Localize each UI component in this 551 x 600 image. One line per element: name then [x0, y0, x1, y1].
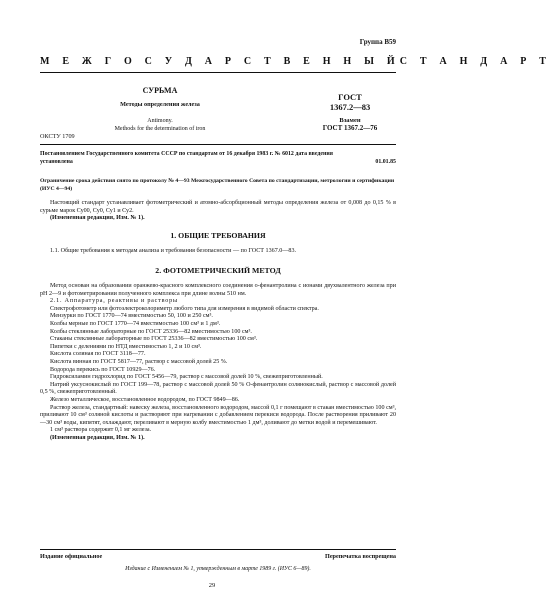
list-item: Гидроксиламин гидрохлорид по ГОСТ 5456—79, раствор с массовой долей 10 %, свежеприготовленный. [50, 374, 323, 381]
title-en-line1: Antimony. [147, 118, 173, 124]
decree-line1: Постановлением Государственного комитета СССР по стандартам от 16 декабря 1983 г. № 6012 дата введения [40, 151, 333, 157]
section2-body [40, 283, 396, 442]
limit-removed-note: Ограничение срока действия снято по протоколу № 4—93 Межгосударственного Совета по стандартизации, метрологии и сертификации (ИУС 4—94) [40, 178, 395, 192]
section1-heading: 1. ОБЩИЕ ТРЕБОВАНИЯ [170, 231, 266, 240]
gost-number: 1367.2—83 [329, 102, 371, 112]
decree-line2-row [40, 159, 396, 167]
list-item: Колбы стеклянные лабораторные по ГОСТ 25336—82 вместимостью 100 см³. [50, 328, 252, 335]
issue-note: Издание с Изменением № 1, утвержденным в марте 1989 г. (ИУС 6—89). [125, 566, 311, 572]
decree-line2: установлена [40, 158, 73, 165]
group-label: Группа В59 [359, 38, 396, 46]
list-item: Железо металлическое, восстановленное водородом, по ГОСТ 9849—86. [50, 396, 240, 403]
replaced-gost: ГОСТ 1367.2—76 [322, 124, 378, 132]
title-en-line2: Methods for the determination of iron [114, 126, 206, 132]
page-number: 29 [208, 582, 216, 589]
reprint-prohibited: Перепечатка воспрещена [325, 553, 396, 560]
method-principle: Метод основан на образовании оранжево-красного комплексного соединения о-фенантролина с ионами двухвалентного железа при рН 2—9 и фотометрировании полученного комплекса при длине волны 510 нм. [40, 283, 396, 297]
intro-edit-note: (Измененная редакция, Изм. № 1). [50, 215, 145, 222]
gost-label: ГОСТ [338, 92, 362, 102]
list-item: Натрий уксуснокислый по ГОСТ 199—78, раствор с массовой долей 50 % О-фенантролин солянокислый, раствор с массовой долей 0,5 %, свежеприготовленный. [40, 381, 396, 396]
introduction-date: 01.01.85 [375, 158, 396, 165]
banner-word-interstate: М Е Ж Г О С У Д А Р С Т В Е Н Н Ы Й [40, 56, 400, 67]
equipment-subheading: 2.1. Аппаратура, реактивы и растворы [50, 298, 178, 305]
list-item: 1 см³ раствора содержит 0,1 мг железа. [50, 427, 152, 434]
list-item: Пипетки с делениями по НТД вместимостью 1, 2 и 10 см³. [50, 343, 202, 350]
title-en [40, 117, 280, 133]
subtitle-ru: Методы определения железа [120, 101, 200, 108]
section1-text: 1.1. Общие требования к методам анализа и требования безопасности — по ГОСТ 1367.0—83. [50, 248, 297, 254]
section1-paragraph [40, 248, 396, 256]
list-item: Кислота соляная по ГОСТ 3118—77. [50, 351, 146, 358]
title-ru: СУРЬМА [142, 86, 178, 95]
gost-number-block [300, 92, 400, 132]
intro-paragraph: Настоящий стандарт устанавливает фотометрический и атомно-абсорбционный методы определения железа от 0,008 до 0,15 % в сурьме марок Су00, Су0, Су1 и Су2. [40, 200, 396, 214]
standard-banner [40, 56, 551, 67]
list-item: Спектрофотометр или фотоэлектроколориметр любого типа для измерения в видимой области спектра. [50, 305, 319, 312]
section2-edit-note: (Измененная редакция, Изм. № 1). [50, 434, 145, 441]
footer-row [40, 553, 396, 560]
okstu-code: ОКСТУ 1709 [40, 133, 75, 140]
header-rule [40, 144, 396, 145]
banner-word-standard: С Т А Н Д А Р Т [399, 56, 551, 67]
list-item: Кислота винная по ГОСТ 5817—77, раствор с массовой долей 25 %. [50, 358, 228, 365]
decree-text [40, 151, 396, 166]
title-block [40, 86, 280, 133]
list-item: Стаканы стеклянные лабораторные по ГОСТ 25336—82 вместимостью 100 см³. [50, 336, 258, 343]
section2-heading: 2. ФОТОМЕТРИЧЕСКИЙ МЕТОД [155, 266, 281, 275]
list-item: Мензурки по ГОСТ 1770—74 вместимостью 50, 100 и 250 см³. [50, 313, 213, 320]
banner-rule [40, 72, 396, 73]
list-item: Раствор железа, стандартный: навеску железа, восстановленного водородом, массой 0,1 г помещают в стакан вместимостью 100 см³, приливают 10 см³ соляной кислоты и растворяют при нагревании с добавлением перекиси водорода. После растворения приливают 20—30 см³ воды, кипятят, охлаждают, переливают в мерную колбу вместимостью 1 дм³, доливают до метки водой и перемешивают. [40, 404, 396, 426]
intro-block [40, 200, 396, 223]
list-item: Колбы мерные по ГОСТ 1770—74 вместимостью 100 см³ и 1 дм³. [50, 320, 221, 327]
footer-rule [40, 549, 396, 550]
list-item: Водорода перекись по ГОСТ 10929—76. [50, 366, 156, 373]
official-edition: Издание официальное [40, 553, 103, 560]
replaces-label: Взамен [339, 117, 361, 124]
